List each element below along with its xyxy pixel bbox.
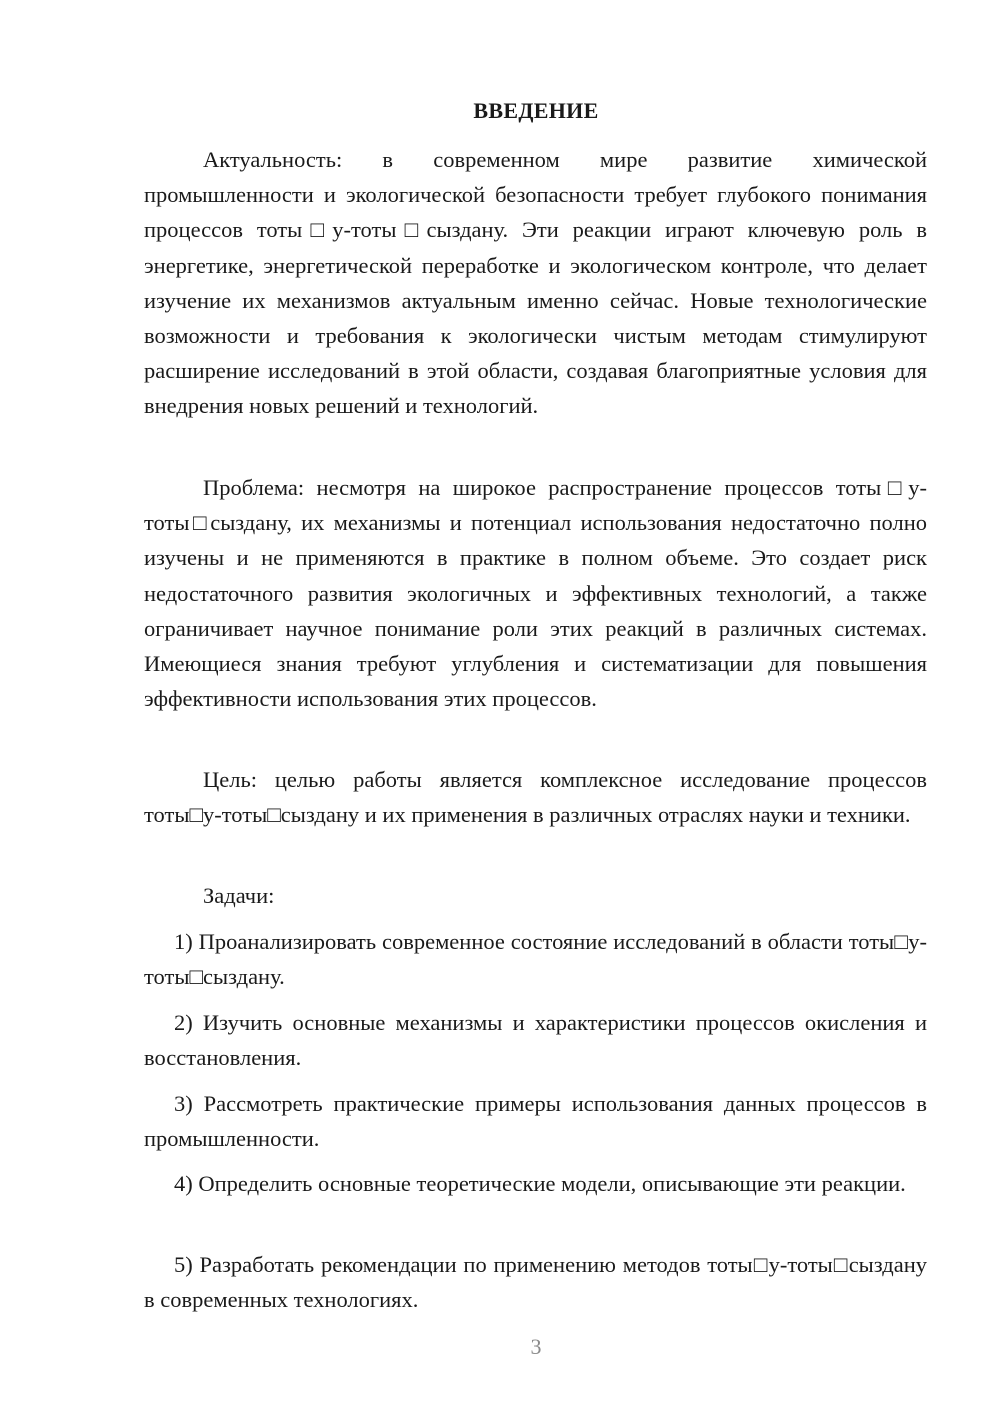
paragraph-problem: Проблема: несмотря на широкое распространение процессов тоты□у-тоты□сыздану, их механизмы и потенциал использования недостаточно полно изучены и не применяются в практике в полном объеме. Это создает риск недостаточного развития экологичных и эффективных технологий, а также ограничивает научное понимание роли этих реакций в различных системах. Имеющиеся знания требуют углубления и систематизации для повышения эффективности использования этих процессов. — [144, 475, 927, 712]
task-item-1: 1) Проанализировать современное состояние исследований в области тоты□у-тоты□сыздану. — [144, 929, 927, 990]
paragraph-relevance: Актуальность: в современном мире развитие химической промышленности и экологической безопасности требует глубокого понимания процессов тоты□у-тоты□сыздану. Эти реакции играют ключевую роль в энергетике, энергетической переработке и экологическом контроле, что делает изучение их механизмов актуальным именно сейчас. Новые технологические возможности и требования к экологически чистым методам стимулируют расширение исследований в этой области, создавая благоприятные условия для внедрения новых решений и технологий. — [144, 147, 927, 419]
paragraph-goal: Цель: целью работы является комплексное исследование процессов тоты□у-тоты□сыздану и их применения в различных отраслях науки и техники. — [144, 767, 927, 828]
task-item-3: 3) Рассмотреть практические примеры использования данных процессов в промышленности. — [144, 1091, 927, 1152]
task-item-5: 5) Разработать рекомендации по применению методов тоты□у-тоты□сыздану в современных технологиях. — [144, 1252, 927, 1313]
task-item-2: 2) Изучить основные механизмы и характеристики процессов окисления и восстановления. — [144, 1010, 927, 1071]
page-number: 3 — [530, 1334, 542, 1359]
tasks-heading: Задачи: — [203, 883, 275, 908]
task-item-4: 4) Определить основные теоретические модели, описывающие эти реакции. — [174, 1171, 906, 1196]
section-title: ВВЕДЕНИЕ — [473, 98, 599, 123]
